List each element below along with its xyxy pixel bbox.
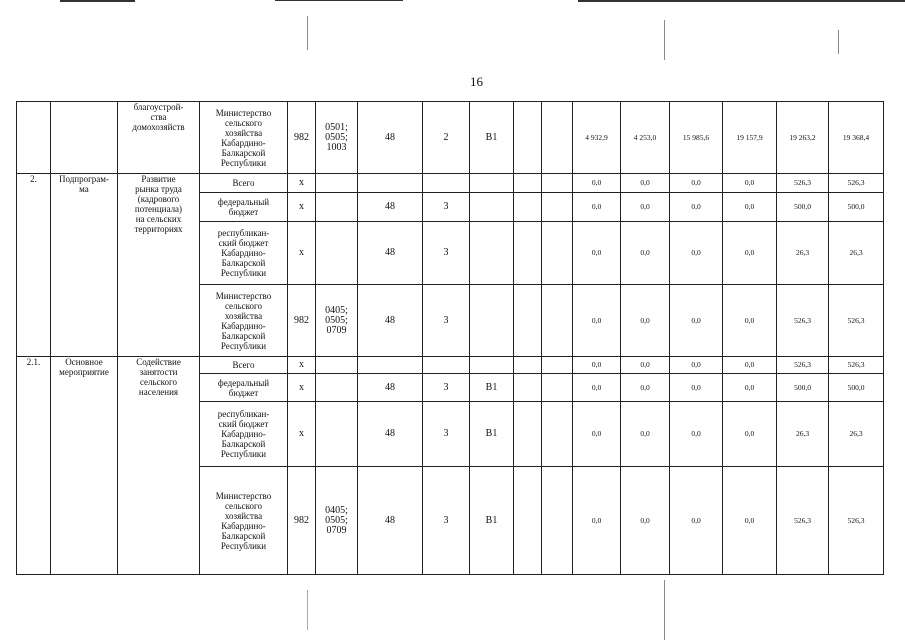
row-rz-pr: 0405; 0505; 0709 <box>316 285 358 357</box>
scan-mark-bottom-left <box>307 590 308 630</box>
row-rz-pr <box>316 193 358 222</box>
row-rz-pr <box>316 402 358 467</box>
row-number <box>17 102 51 174</box>
row-value: 0,0 <box>670 193 723 222</box>
row-value: 0,0 <box>723 285 777 357</box>
row-value: 0,0 <box>723 402 777 467</box>
scan-line-top-center <box>275 0 403 1</box>
row-value: 0,0 <box>621 174 670 193</box>
row-grbs: х <box>288 374 316 402</box>
row-rz-pr <box>316 374 358 402</box>
row-value: 0,0 <box>621 193 670 222</box>
row-rz-pr: 0405; 0505; 0709 <box>316 467 358 575</box>
row-gp: 48 <box>358 222 423 285</box>
row-empty <box>514 357 542 374</box>
row-source: республикан- ский бюджет Кабардино- Балкарской Республики <box>200 222 288 285</box>
table-row-continuation <box>17 102 884 174</box>
row-source: Всего <box>200 174 288 193</box>
scan-line-top-right <box>578 0 905 2</box>
row-om <box>470 193 514 222</box>
scan-mark-left <box>307 16 308 50</box>
row-grbs: 982 <box>288 467 316 575</box>
row-om <box>470 222 514 285</box>
row-value: 0,0 <box>573 402 621 467</box>
row-pp: 3 <box>423 222 470 285</box>
row-gp: 48 <box>358 467 423 575</box>
row-value: 0,0 <box>621 374 670 402</box>
row-value: 0,0 <box>573 222 621 285</box>
row-om: B1 <box>470 102 514 174</box>
row-value: 0,0 <box>670 174 723 193</box>
row-pp: 3 <box>423 374 470 402</box>
row-value: 0,0 <box>573 357 621 374</box>
row-value: 19 263,2 <box>777 102 829 174</box>
row-value: 526,3 <box>829 174 884 193</box>
scan-mark-center <box>664 20 665 60</box>
row-value: 0,0 <box>621 222 670 285</box>
row-value: 526,3 <box>777 174 829 193</box>
row-empty <box>542 102 573 174</box>
row-om <box>470 174 514 193</box>
section-number: 2. <box>17 174 51 357</box>
row-pp: 3 <box>423 193 470 222</box>
row-empty <box>514 193 542 222</box>
row-grbs: х <box>288 357 316 374</box>
row-value: 0,0 <box>723 357 777 374</box>
row-rz-pr: 0501; 0505; 1003 <box>316 102 358 174</box>
row-value: 500,0 <box>777 374 829 402</box>
table-row <box>17 174 884 193</box>
row-value: 26,3 <box>777 402 829 467</box>
row-rz-pr <box>316 222 358 285</box>
row-value: 0,0 <box>670 402 723 467</box>
row-empty <box>542 193 573 222</box>
row-empty <box>514 467 542 575</box>
row-om <box>470 285 514 357</box>
row-source: Министерство сельского хозяйства Кабардино- Балкарской Республики <box>200 102 288 174</box>
row-empty <box>542 222 573 285</box>
row-value: 500,0 <box>829 374 884 402</box>
row-name: благоустрой- ства домохозяйств <box>118 102 200 174</box>
row-grbs: 982 <box>288 102 316 174</box>
row-value: 4 253,0 <box>621 102 670 174</box>
row-grbs: х <box>288 193 316 222</box>
row-value: 0,0 <box>670 374 723 402</box>
row-pp: 3 <box>423 402 470 467</box>
section-status: Основное мероприятие <box>51 357 118 575</box>
row-value: 15 985,6 <box>670 102 723 174</box>
row-value: 0,0 <box>573 285 621 357</box>
row-empty <box>514 174 542 193</box>
row-value: 526,3 <box>777 285 829 357</box>
section-number: 2.1. <box>17 357 51 575</box>
row-empty <box>514 285 542 357</box>
row-value: 0,0 <box>670 285 723 357</box>
row-value: 526,3 <box>829 285 884 357</box>
row-value: 0,0 <box>621 357 670 374</box>
row-value: 0,0 <box>670 467 723 575</box>
row-pp: 2 <box>423 102 470 174</box>
row-om: B1 <box>470 374 514 402</box>
row-value: 0,0 <box>670 357 723 374</box>
row-om: B1 <box>470 402 514 467</box>
row-empty <box>542 174 573 193</box>
row-om: B1 <box>470 467 514 575</box>
row-value: 0,0 <box>573 174 621 193</box>
row-source: федеральный бюджет <box>200 193 288 222</box>
budget-table <box>16 101 884 575</box>
row-pp: 3 <box>423 285 470 357</box>
scan-mark-right <box>838 30 839 54</box>
row-empty <box>542 357 573 374</box>
row-value: 500,0 <box>829 193 884 222</box>
row-status <box>51 102 118 174</box>
row-empty <box>542 285 573 357</box>
row-value: 526,3 <box>829 357 884 374</box>
row-grbs: 982 <box>288 285 316 357</box>
row-value: 19 157,9 <box>723 102 777 174</box>
page-number: 16 <box>470 74 483 89</box>
row-gp: 48 <box>358 102 423 174</box>
row-gp: 48 <box>358 285 423 357</box>
row-grbs: х <box>288 222 316 285</box>
row-empty <box>542 374 573 402</box>
row-empty <box>514 102 542 174</box>
section-name: Развитие рынка труда (кадрового потенциала) на сельских территориях <box>118 174 200 357</box>
row-value: 0,0 <box>573 467 621 575</box>
row-source: республикан- ский бюджет Кабардино- Балкарской Республики <box>200 402 288 467</box>
row-value: 526,3 <box>777 467 829 575</box>
row-value: 0,0 <box>621 285 670 357</box>
row-source: федеральный бюджет <box>200 374 288 402</box>
row-rz-pr <box>316 174 358 193</box>
row-value: 0,0 <box>670 222 723 285</box>
row-source: Министерство сельского хозяйства Кабардино- Балкарской Республики <box>200 467 288 575</box>
section-name: Содействие занятости сельского населения <box>118 357 200 575</box>
row-gp <box>358 357 423 374</box>
row-value: 26,3 <box>829 402 884 467</box>
row-value: 26,3 <box>777 222 829 285</box>
row-value: 500,0 <box>777 193 829 222</box>
row-source: Всего <box>200 357 288 374</box>
row-value: 4 932,9 <box>573 102 621 174</box>
row-grbs: х <box>288 174 316 193</box>
row-value: 19 368,4 <box>829 102 884 174</box>
row-value: 0,0 <box>723 174 777 193</box>
row-om <box>470 357 514 374</box>
row-empty <box>514 374 542 402</box>
scan-line-top-left <box>60 0 135 2</box>
row-empty <box>514 402 542 467</box>
row-empty <box>542 402 573 467</box>
row-empty <box>542 467 573 575</box>
row-value: 26,3 <box>829 222 884 285</box>
row-value: 0,0 <box>723 222 777 285</box>
row-value: 0,0 <box>573 374 621 402</box>
row-empty <box>514 222 542 285</box>
row-rz-pr <box>316 357 358 374</box>
row-pp: 3 <box>423 467 470 575</box>
row-value: 0,0 <box>723 467 777 575</box>
table-row <box>17 357 884 374</box>
row-value: 0,0 <box>723 193 777 222</box>
row-gp <box>358 174 423 193</box>
row-value: 0,0 <box>621 467 670 575</box>
row-value: 0,0 <box>621 402 670 467</box>
row-source: Министерство сельского хозяйства Кабардино- Балкарской Республики <box>200 285 288 357</box>
row-grbs: х <box>288 402 316 467</box>
row-gp: 48 <box>358 402 423 467</box>
scan-mark-bottom-center <box>664 580 665 640</box>
section-status: Подпрограм- ма <box>51 174 118 357</box>
row-value: 526,3 <box>777 357 829 374</box>
row-gp: 48 <box>358 193 423 222</box>
row-value: 526,3 <box>829 467 884 575</box>
row-value: 0,0 <box>723 374 777 402</box>
row-pp <box>423 357 470 374</box>
row-pp <box>423 174 470 193</box>
row-value: 0,0 <box>573 193 621 222</box>
row-gp: 48 <box>358 374 423 402</box>
